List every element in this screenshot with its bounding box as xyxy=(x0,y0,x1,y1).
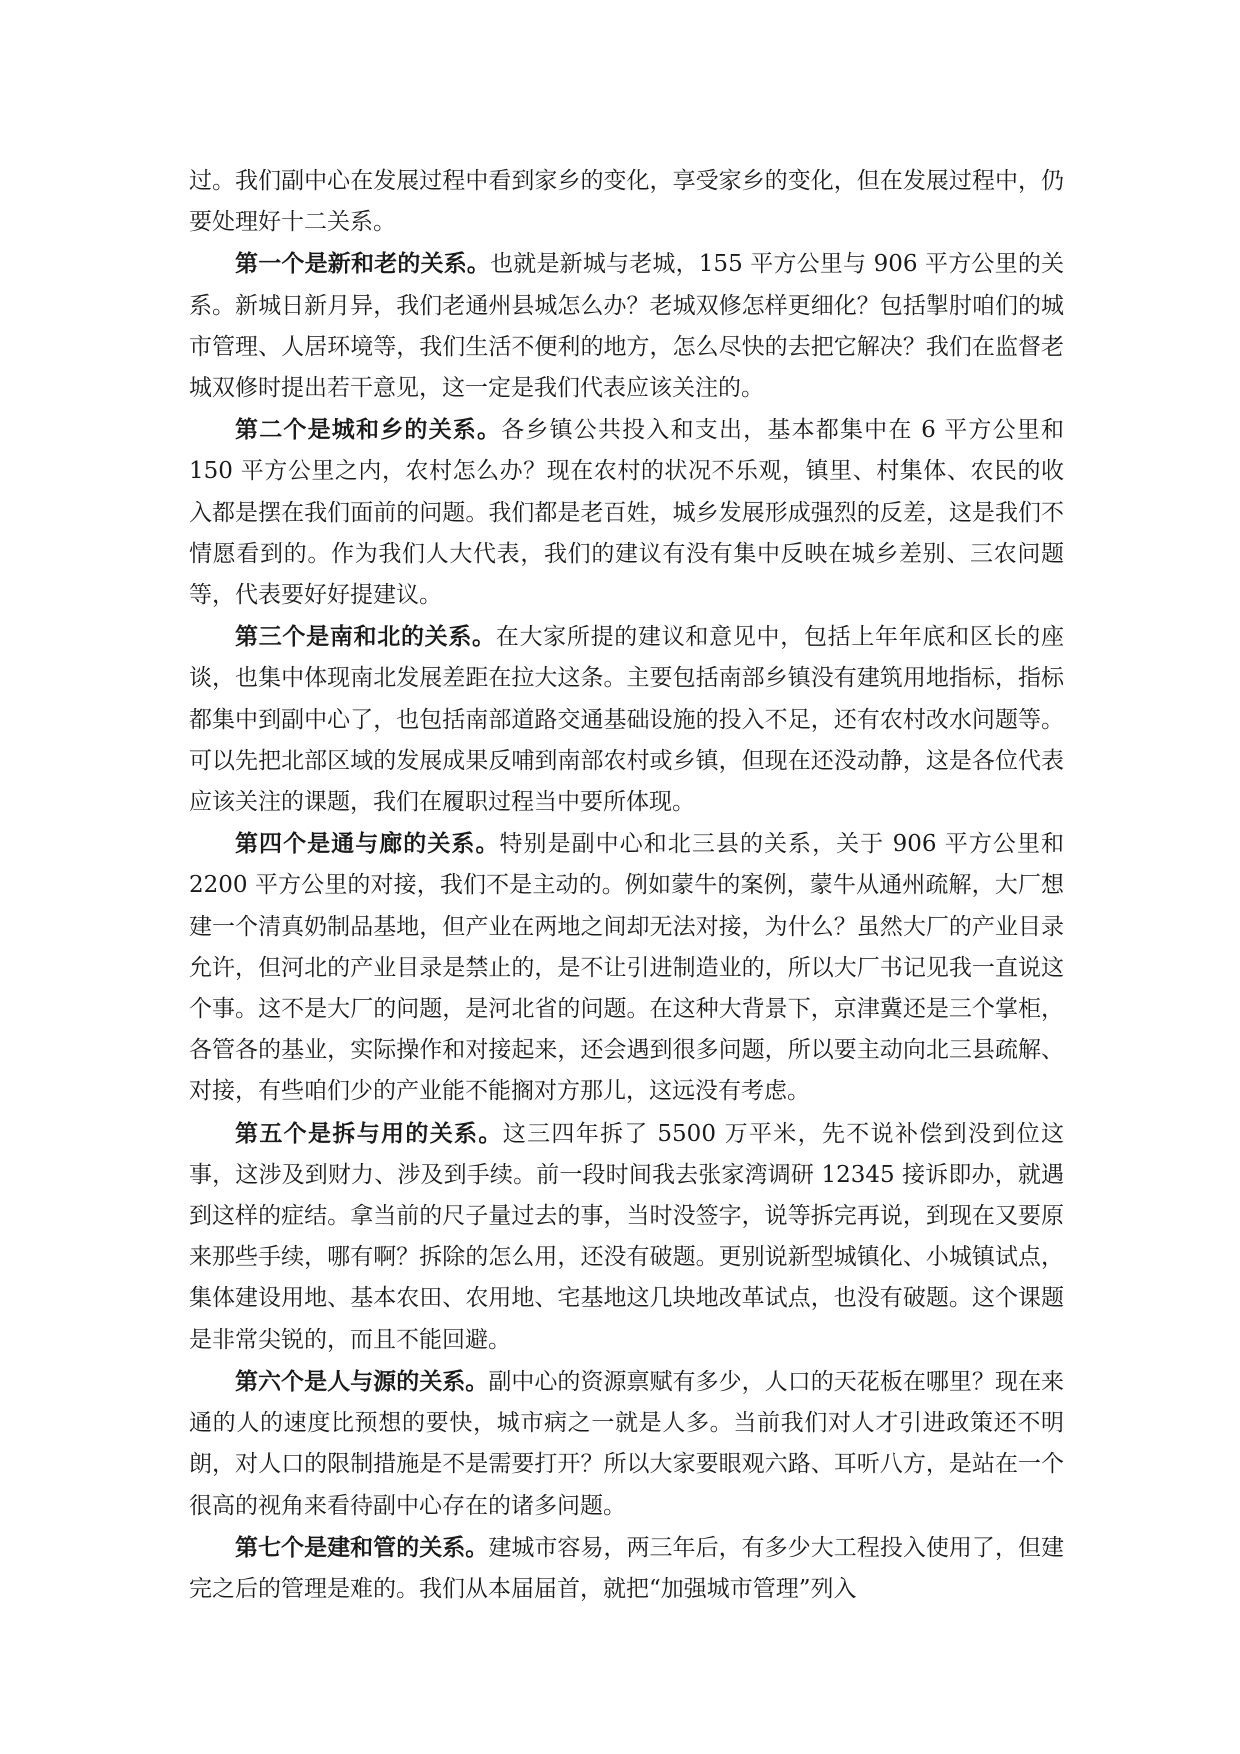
paragraph-city-country xyxy=(189,409,1064,616)
paragraph-lead: 第六个是人与源的关系。 xyxy=(235,1367,489,1395)
paragraph-lead: 第三个是南和北的关系。 xyxy=(235,623,496,651)
paragraph-body: 也就是新城与老城，155 平方公里与 906 平方公里的关系。新城日新月异，我们老通州县城怎么办？老城双修怎样更细化？包括掣肘咱们的城市管理、人居环境等，我们生活不便利的地方，怎么尽快的去把它解决？我们在监督老城双修时提出若干意见，这一定是我们代表应该关注的。 xyxy=(189,251,1065,402)
paragraph-tong-lang xyxy=(189,823,1064,1112)
paragraph-new-old xyxy=(189,243,1064,409)
paragraph-lead: 第七个是建和管的关系。 xyxy=(235,1533,489,1561)
paragraph-lead: 第一个是新和老的关系。 xyxy=(235,250,491,278)
paragraph-people-resources xyxy=(189,1361,1064,1527)
paragraph-lead: 第五个是拆与用的关系。 xyxy=(235,1119,503,1147)
document-page xyxy=(189,160,1064,1610)
paragraph-intro xyxy=(189,160,1064,243)
paragraph-demolish-use xyxy=(189,1113,1064,1361)
paragraph-body: 这三四年拆了 5500 万平米，先不说补偿到没到位这事，这涉及到财力、涉及到手续。前一段时间我去张家湾调研 12345 接诉即办，就遇到这样的症结。拿当前的尺子量过去的事，当时没签字，说等拆完再说，到现在又要原来那些手续，哪有啊？拆除的怎么用，还没有破题。更别说新型城镇化、小城镇试点，集体建设用地、基本农田、农用地、宅基地这几块地改革试点，也没有破题。这个课题是非常尖锐的，而且不能回避。 xyxy=(189,1120,1065,1353)
paragraph-body: 在大家所提的建议和意见中，包括上年年底和区长的座谈，也集中体现南北发展差距在拉大这条。主要包括南部乡镇没有建筑用地指标，指标都集中到副中心了，也包括南部道路交通基础设施的投入不足，还有农村改水问题等。可以先把北部区域的发展成果反哺到南部农村或乡镇，但现在还没动静，这是各位代表应该关注的课题，我们在履职过程当中要所体现。 xyxy=(189,624,1065,816)
paragraph-lead: 第四个是通与廊的关系。 xyxy=(235,830,500,858)
paragraph-south-north xyxy=(189,616,1064,823)
paragraph-body: 特别是副中心和北三县的关系，关于 906 平方公里和 2200 平方公里的对接，我们不是主动的。例如蒙牛的案例，蒙牛从通州疏解，大厂想建一个清真奶制品基地，但产业在两地之间却无法对接，为什么？虽然大厂的产业目录允许，但河北的产业目录是禁止的，是不让引进制造业的，所以大厂书记见我一直说这个事。这不是大厂的问题，是河北省的问题。在这种大背景下，京津冀还是三个掌柜，各管各的基业，实际操作和对接起来，还会遇到很多问题，所以要主动向北三县疏解、对接，有些咱们少的产业能不能搁对方那儿，这远没有考虑。 xyxy=(189,831,1065,1105)
paragraph-body: 各乡镇公共投入和支出，基本都集中在 6 平方公里和 150 平方公里之内，农村怎么办？现在农村的状况不乐观，镇里、村集体、农民的收入都是摆在我们面前的问题。我们都是老百姓，城乡发展形成强烈的反差，这是我们不情愿看到的。作为我们人大代表，我们的建议有没有集中反映在城乡差别、三农问题等，代表要好好提建议。 xyxy=(189,417,1064,609)
paragraph-body: 副中心的资源禀赋有多少，人口的天花板在哪里？现在来通的人的速度比预想的要快，城市病之一就是人多。当前我们对人才引进政策还不明朗，对人口的限制措施是不是需要打开？所以大家要眼观六路、耳听八方，是站在一个很高的视角来看待副中心存在的诸多问题。 xyxy=(189,1368,1065,1519)
paragraph-body: 建城市容易，两三年后，有多少大工程投入使用了，但建完之后的管理是难的。我们从本届届首，就把“加强城市管理”列入 xyxy=(189,1534,1065,1602)
paragraph-build-manage xyxy=(189,1527,1064,1610)
paragraph-lead: 第二个是城和乡的关系。 xyxy=(235,416,502,444)
paragraph-body: 过。我们副中心在发展过程中看到家乡的变化，享受家乡的变化，但在发展过程中，仍要处理好十二关系。 xyxy=(189,168,1064,236)
